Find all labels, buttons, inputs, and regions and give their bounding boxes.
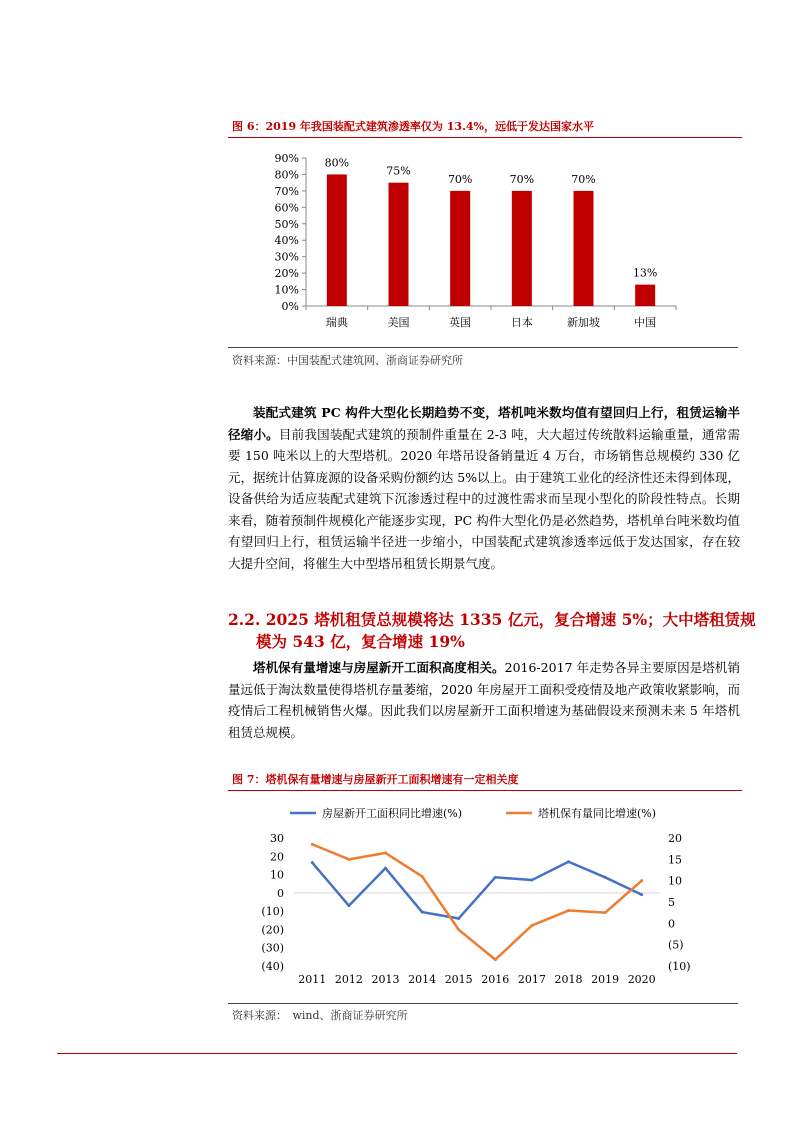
paragraph-2-lead: 塔机保有量增速与房屋新开工面积高度相关。 <box>253 660 505 675</box>
figure7-chart <box>228 795 738 995</box>
legend-label: 房屋新开工面积同比增速(%) <box>322 807 463 820</box>
paragraph-2-body: 2016-2017 年走势各异主要原因是塔机销量远低于淘汰数量使得塔机存量萎缩，2020 年房屋开工面积受疫情及地产政策收紧影响，而疫情后工程机械销售火爆。因此我们以房屋新开工面积增速为基础假设来预测未来 5 年塔机租赁总规模。 <box>228 660 740 740</box>
x-tick-label: 日本 <box>510 316 533 329</box>
series-point <box>604 911 607 914</box>
series-point <box>604 876 607 879</box>
series-point <box>384 851 387 854</box>
x-tick-label: 2020 <box>627 973 656 986</box>
y-tick-label: 20% <box>274 267 299 281</box>
series-point <box>530 879 533 882</box>
x-tick-label: 2016 <box>481 973 510 986</box>
left-y-tick-label: (20) <box>261 923 284 937</box>
figure7-source: 资料来源： wind、浙商证券研究所 <box>232 1009 408 1022</box>
series-point <box>640 879 643 882</box>
y-tick-label: 10% <box>274 283 299 297</box>
bar-data-label: 80% <box>324 156 350 170</box>
y-tick-label: 40% <box>274 234 299 248</box>
line-chart-svg <box>228 795 738 995</box>
right-y-tick-label: 0 <box>668 917 675 931</box>
bar <box>450 191 470 306</box>
y-tick-label: 30% <box>274 250 299 264</box>
series-point <box>347 858 350 861</box>
y-tick-label: 0% <box>281 300 299 313</box>
x-tick-label: 2015 <box>444 973 473 986</box>
left-y-tick-label: 30 <box>270 832 284 845</box>
y-tick-label: 70% <box>274 184 299 198</box>
right-y-tick-label: 20 <box>668 832 682 845</box>
footer-rule <box>57 1053 737 1054</box>
series-point <box>421 875 424 878</box>
right-y-tick-label: 10 <box>668 874 682 888</box>
x-tick-label: 2011 <box>298 973 327 986</box>
x-tick-label: 2012 <box>334 973 363 986</box>
left-y-tick-label: 10 <box>270 868 284 882</box>
series-point <box>494 958 497 961</box>
x-tick-label: 2019 <box>591 973 620 986</box>
bar-data-label: 70% <box>447 172 473 186</box>
figure6-source-rule <box>228 347 738 348</box>
bar-chart-svg <box>228 140 738 340</box>
figure7-source-rule <box>228 1003 738 1004</box>
series-crane-holdings-line <box>312 844 641 959</box>
series-point <box>494 876 497 879</box>
bar <box>574 191 594 306</box>
y-tick-label: 50% <box>274 217 299 231</box>
y-tick-label: 90% <box>274 152 299 165</box>
series-point <box>530 924 533 927</box>
paragraph-2 <box>228 657 740 743</box>
legend-label: 塔机保有量同比增速(%) <box>538 807 657 820</box>
series-point <box>457 917 460 920</box>
bar <box>389 183 409 306</box>
series-point <box>347 904 350 907</box>
bar-data-label: 75% <box>386 164 411 178</box>
right-y-tick-label: 5 <box>668 896 675 909</box>
left-y-tick-label: 20 <box>270 850 284 864</box>
x-tick-label: 2014 <box>408 973 437 986</box>
right-y-tick-label: 15 <box>668 853 682 867</box>
left-y-tick-label: (40) <box>261 960 284 973</box>
y-tick-label: 60% <box>274 201 299 215</box>
figure6-source: 资料来源：中国装配式建筑网、浙商证券研究所 <box>232 354 463 367</box>
series-point <box>311 861 314 864</box>
x-tick-label: 英国 <box>449 316 472 329</box>
series-point <box>384 867 387 870</box>
bar-data-label: 70% <box>509 172 535 186</box>
left-y-tick-label: (30) <box>261 941 284 955</box>
left-y-tick-label: (10) <box>261 905 284 919</box>
figure6-chart <box>228 140 738 340</box>
left-y-tick-label: 0 <box>277 886 284 900</box>
series-point <box>640 893 643 896</box>
y-tick-label: 80% <box>274 168 299 182</box>
x-tick-label: 中国 <box>634 316 657 329</box>
x-tick-label: 瑞典 <box>325 316 348 329</box>
series-point <box>421 911 424 914</box>
paragraph-1-body: 目前我国装配式建筑的预制件重量在 2-3 吨，大大超过传统散料运输重量，通常需要 150 吨米以上的大型塔机。2020 年塔吊设备销量近 4 万台，市场销售总规模约 330 亿元，据统计估算庞源的设备采购份额约达 5%以上。由于建筑工业化的经济性还未得到体现，设备供给为适应装配式建筑下沉渗透过程中的过渡性需求而呈现小型化的阶段性特点。长期来看，随着预制件规模化产能逐步实现，PC 构件大型化仍是必然趋势，塔机单台吨米数均值有望回归上行，租赁运输半径进一步缩小，中国装配式建筑渗透率远低于发达国家，存在较大提升空间，将催生大中型塔吊租赁长期景气度。 <box>228 426 740 571</box>
bar <box>635 285 655 306</box>
bar-data-label: 70% <box>571 172 596 186</box>
x-tick-label: 新加坡 <box>567 316 600 329</box>
bar <box>327 174 347 306</box>
x-tick-label: 2018 <box>554 973 583 986</box>
x-tick-label: 2013 <box>371 973 400 986</box>
bar-data-label: 13% <box>632 266 658 280</box>
paragraph-1 <box>228 402 740 574</box>
bar <box>512 191 532 306</box>
paragraph-1-lead: 装配式建筑 PC 构件大型化长期趋势不变，塔机吨米数均值有望回归上行，租赁运输半径缩小。 <box>228 405 740 442</box>
figure6-title: 图 6：2019 年我国装配式建筑渗透率仅为 13.4%，远低于发达国家水平 <box>228 114 742 138</box>
figure7-title: 图 7：塔机保有量增速与房屋新开工面积增速有一定相关度 <box>228 767 742 791</box>
series-point <box>567 860 570 863</box>
x-tick-label: 美国 <box>387 316 410 329</box>
section-heading: 2.2. 2025 塔机租赁总规模将达 1335 亿元，复合增速 5%；大中塔租赁规模为 543 亿，复合增速 19% <box>228 610 756 651</box>
series-new-construction-line <box>312 862 641 919</box>
series-point <box>567 909 570 912</box>
series-point <box>311 843 314 846</box>
series-point <box>457 928 460 931</box>
right-y-tick-label: (5) <box>668 938 684 952</box>
x-tick-label: 2017 <box>517 973 546 986</box>
right-y-tick-label: (10) <box>668 960 691 973</box>
